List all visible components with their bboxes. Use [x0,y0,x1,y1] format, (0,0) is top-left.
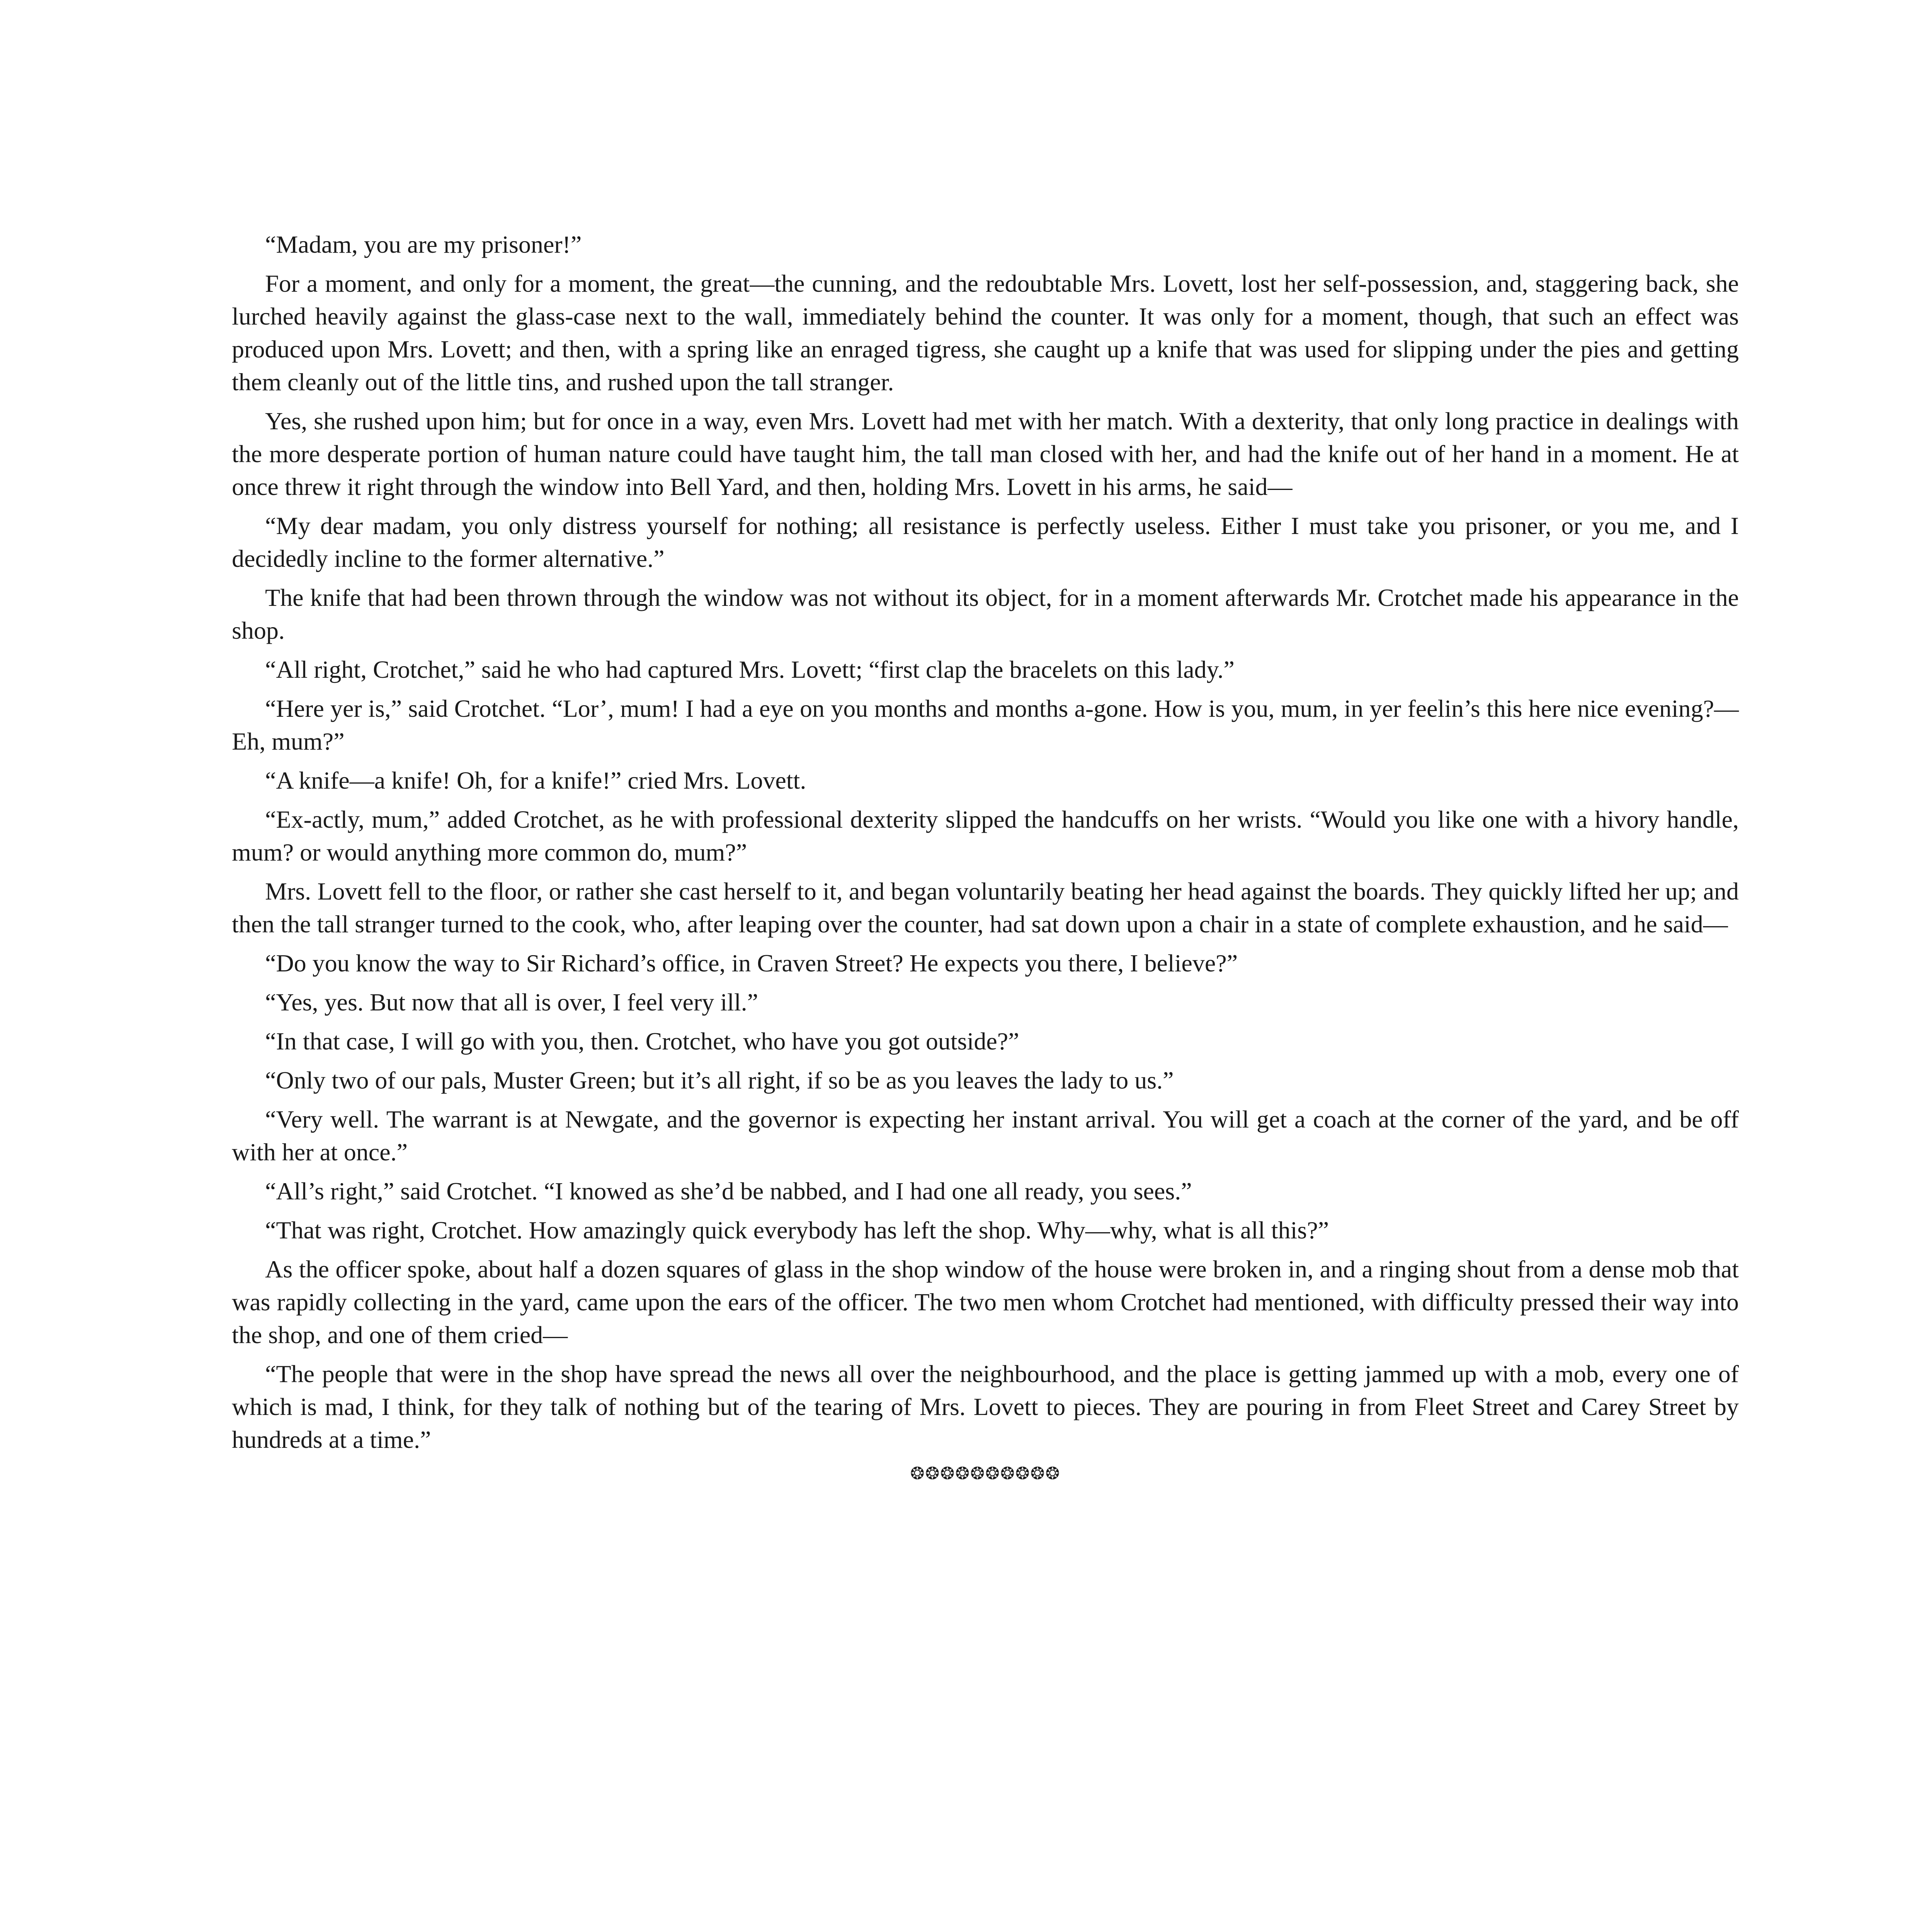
paragraph-3: Yes, she rushed upon him; but for once in a way, even Mrs. Lovett had met with her match. With a dexterity, that only long practice in dealings with the more desperate portion of human nature could have taught him, the tall man closed with her, and had the knife out of her hand in a moment. He at once threw it right through the window into Bell Yard, and then, holding Mrs. Lovett in his arms, he said— [232,407,1739,500]
paragraph-17: “That was right, Crotchet. How amazingly quick everybody has left the shop. Why—why, what is all this?” [265,1216,1329,1244]
paragraph-10: Mrs. Lovett fell to the floor, or rather she cast herself to it, and began voluntarily beating her head against the boards. They quickly lifted her up; and then the tall stranger turned to the cook, who, after leaping over the counter, had sat down upon a chair in a state of complete exhaustion, and he said— [232,878,1739,938]
paragraph-7: “Here yer is,” said Crotchet. “Lor’, mum! I had a eye on you months and months a-gone. How is you, mum, in yer feelin’s this here nice evening?—Eh, mum?” [232,695,1739,755]
paragraph-5: The knife that had been thrown through the window was not without its object, for in a moment afterwards Mr. Crotchet made his appearance in the shop. [232,584,1739,644]
section-ornament: ❂❂❂❂❂❂❂❂❂❂ [910,1464,1061,1483]
story-text [232,228,1739,1485]
paragraph-12: “Yes, yes. But now that all is over, I feel very ill.” [265,988,758,1016]
paragraph-14: “Only two of our pals, Muster Green; but it’s all right, if so be as you leaves the lady to us.” [265,1066,1174,1094]
paragraph-11: “Do you know the way to Sir Richard’s office, in Craven Street? He expects you there, I believe?” [265,949,1238,977]
paragraph-8: “A knife—a knife! Oh, for a knife!” cried Mrs. Lovett. [265,767,806,794]
paragraph-4: “My dear madam, you only distress yourself for nothing; all resistance is perfectly useless. Either I must take you prisoner, or you me, and I decidedly incline to the former alternative.” [232,512,1739,572]
paragraph-6: “All right, Crotchet,” said he who had captured Mrs. Lovett; “first clap the bracelets on this lady.” [265,656,1235,683]
paragraph-16: “All’s right,” said Crotchet. “I knowed as she’d be nabbed, and I had one all ready, you sees.” [265,1177,1192,1205]
paragraph-9: “Ex-actly, mum,” added Crotchet, as he with professional dexterity slipped the handcuffs on her wrists. “Would you like one with a hivory handle, mum? or would anything more common do, mum?” [232,806,1739,866]
paragraph-15: “Very well. The warrant is at Newgate, and the governor is expecting her instant arrival. You will get a coach at the corner of the yard, and be off with her at once.” [232,1105,1739,1166]
paragraph-18: As the officer spoke, about half a dozen squares of glass in the shop window of the house were broken in, and a ringing shout from a dense mob that was rapidly collecting in the yard, came upon the ears of the officer. The two men whom Crotchet had mentioned, with difficulty pressed their way into the shop, and one of them cried— [232,1255,1739,1349]
paragraph-19: “The people that were in the shop have spread the news all over the neighbourhood, and the place is getting jammed up with a mob, every one of which is mad, I think, for they talk of nothing but of the tearing of Mrs. Lovett to pieces. They are pouring in from Fleet Street and Carey Street by hundreds at a time.” [232,1360,1739,1453]
paragraph-13: “In that case, I will go with you, then. Crotchet, who have you got outside?” [265,1027,1019,1055]
paragraph-2: For a moment, and only for a moment, the great—the cunning, and the redoubtable Mrs. Lovett, lost her self-possession, and, staggering back, she lurched heavily against the glass-case next to the wall, immediately behind the counter. It was only for a moment, though, that such an effect was produced upon Mrs. Lovett; and then, with a spring like an enraged tigress, she caught up a knife that was used for slipping under the pies and getting them cleanly out of the little tins, and rushed upon the tall stranger. [232,270,1739,396]
paragraph-1: “Madam, you are my prisoner!” [265,231,582,258]
